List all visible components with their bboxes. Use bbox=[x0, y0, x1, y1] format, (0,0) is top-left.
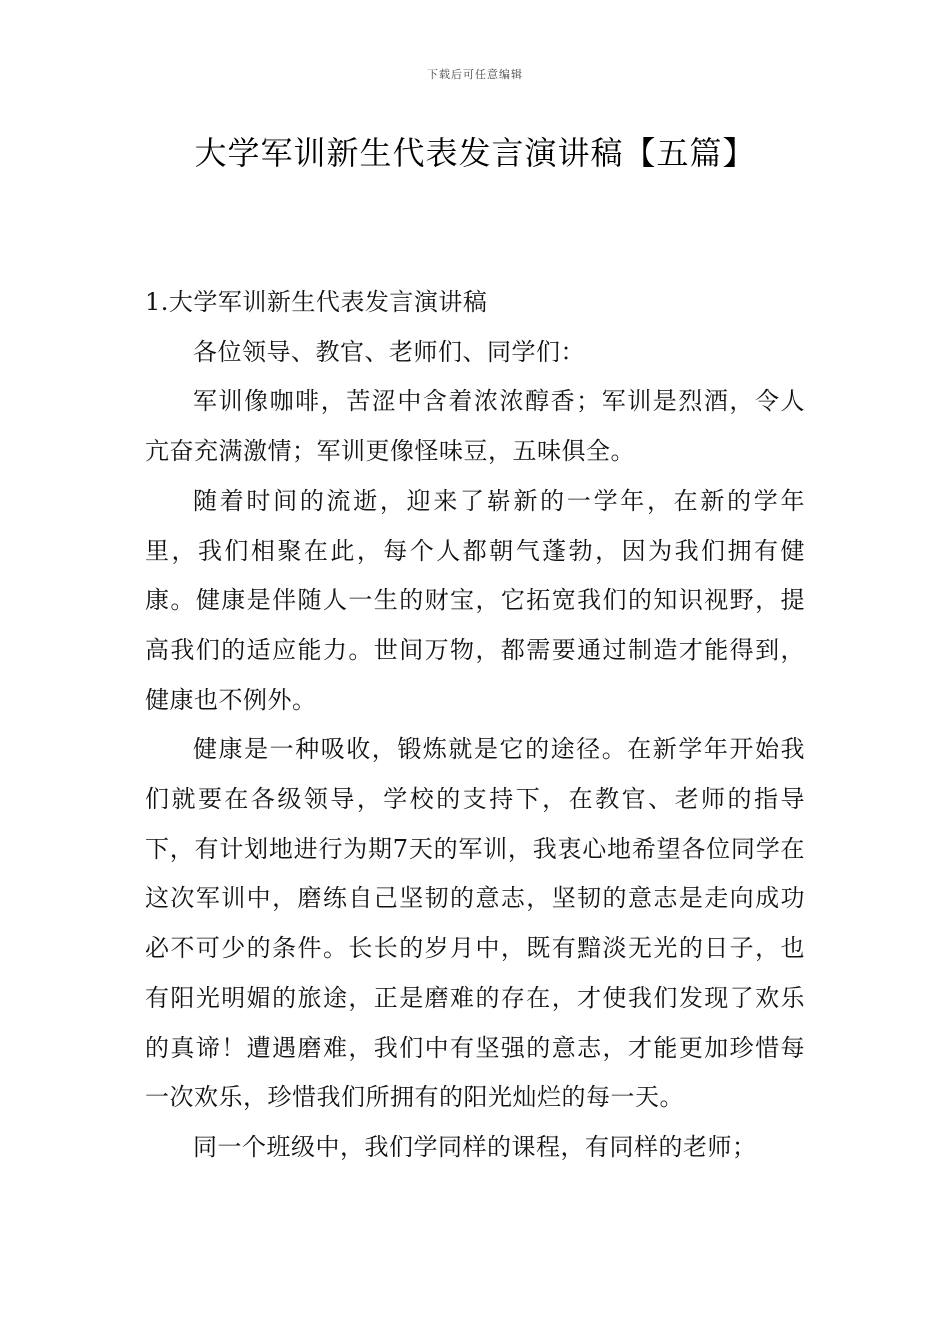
paragraph: 同一个班级中，我们学同样的课程，有同样的老师； bbox=[193, 1132, 757, 1161]
paragraph: 健康是一种吸收，锻炼就是它的途径。在新学年开始我们就要在各级领导，学校的支持下，在教官、老师的指导下，有计划地进行为期7天的军训，我衷心地希望各位同学在这次军训中，磨练自己坚韧的意志，坚韧的意志是走向成功必不可少的条件。长长的岁月中，既有黯淡无光的日子，也有阳光明媚的旅途，正是磨难的存在，才使我们发现了欢乐的真谛！遭遇磨难，我们中有坚强的意志，才能更加珍惜每一次欢乐，珍惜我们所拥有的阳光灿烂的每一天。 bbox=[145, 735, 805, 1112]
header-note: 下载后可任意编辑 bbox=[427, 68, 523, 81]
document-body bbox=[145, 278, 805, 1173]
section-heading: 1.大学军训新生代表发言演讲稿 bbox=[145, 288, 488, 316]
paragraph: 军训像咖啡，苦涩中含着浓浓醇香；军训是烈酒，令人亢奋充满激情；军训更像怪味豆，五味俱全。 bbox=[145, 387, 805, 466]
paragraph-salutation: 各位领导、教官、老师们、同学们： bbox=[193, 337, 585, 366]
document-title: 大学军训新生代表发言演讲稿【五篇】 bbox=[194, 134, 756, 172]
paragraph: 随着时间的流逝，迎来了崭新的一学年，在新的学年里，我们相聚在此，每个人都朝气蓬勃，因为我们拥有健康。健康是伴随人一生的财宝，它拓宽我们的知识视野，提高我们的适应能力。世间万物，都需要通过制造才能得到，健康也不例外。 bbox=[145, 486, 805, 714]
